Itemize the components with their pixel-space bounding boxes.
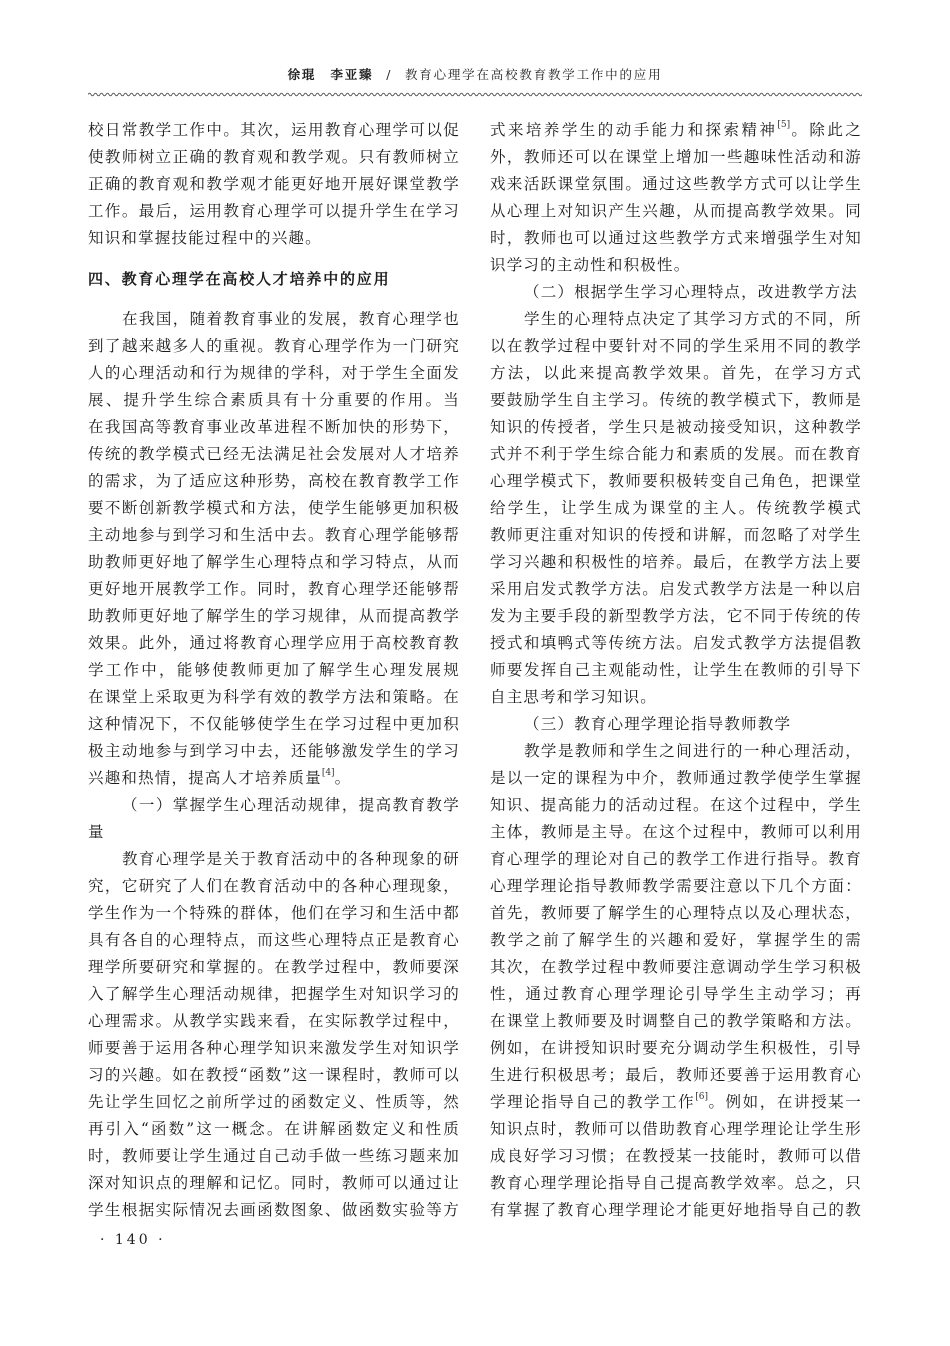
text-line: 助教师更好地了解学生心理特点和学习特点，从而 — [88, 553, 460, 571]
citation-ref: [5] — [777, 120, 791, 130]
text-line: 知识的传授者，学生只是被动接受知识，这种教学 — [490, 418, 862, 436]
text-line: 给学生，让学生成为课堂的主人。传统教学模式 — [490, 499, 862, 517]
paragraph — [490, 738, 862, 1224]
text-line: 学生作为一个特殊的群体，他们在学习和生活中都 — [88, 904, 460, 922]
text-line: 量 — [88, 823, 105, 841]
text-line: 的需求，为了适应这种形势，高校在教育教学工作 — [88, 472, 460, 490]
text-line: 性，通过教育心理学理论引导学生主动学习；再 — [490, 985, 862, 1003]
paragraph — [88, 117, 460, 252]
text-line: 识学习的主动性和积极性。 — [490, 256, 691, 274]
text-line: 首先，教师要了解学生的心理特点以及心理状态， — [490, 904, 862, 922]
text-line: 式并不利于学生综合能力和素质的发展。而在教育 — [490, 445, 862, 463]
text-run: 。除此之 — [790, 121, 862, 139]
text-run: 。例如，在讲授某一 — [708, 1093, 862, 1111]
text-line: 更好地开展教学工作。同时，教育心理学还能够帮 — [88, 580, 460, 598]
running-head-authors: 徐琨 李亚臻 — [287, 67, 374, 82]
text-line: 正确的教育观和教学观才能更好地开展好课堂教学 — [88, 175, 460, 193]
text-line: 工作。最后，运用教育心理学可以提升学生在学习 — [88, 202, 460, 220]
text-line: 从心理上对知识产生兴趣，从而提高教学效果。同 — [490, 202, 862, 220]
text-line: 是以一定的课程为中介，教师通过教学使学生掌握 — [490, 769, 862, 787]
text-line: 主动地参与到学习和生活中去。教育心理学能够帮 — [88, 526, 460, 544]
text-line: （三）教育心理学理论指导教师教学 — [524, 715, 792, 733]
text-line: 在我国高等教育事业改革进程不断加快的形势下， — [88, 418, 460, 436]
running-head-separator: / — [386, 67, 393, 82]
text-line: 理学所要研究和掌握的。在教学过程中，教师要深 — [88, 958, 460, 976]
text-line — [490, 117, 862, 144]
text-line: 时，教师也可以通过这些教学方式来增强学生对知 — [490, 229, 862, 247]
text-line: 发为主要手段的新型教学方法，它不同于传统的传 — [490, 607, 862, 625]
text-line: 知识点时，教师可以借助教育心理学理论让学生形 — [490, 1120, 862, 1138]
subsection-heading — [490, 279, 862, 306]
text-line — [88, 765, 460, 792]
text-run: 式来培养学生的动手能力和探索精神 — [490, 121, 778, 139]
text-line: 生进行积极思考；最后，教师还要善于运用教育心 — [490, 1066, 862, 1084]
section-heading — [88, 252, 460, 306]
citation-ref: [6] — [695, 1092, 709, 1102]
text-line: 心理学理论指导教师教学需要注意以下几个方面： — [490, 877, 862, 895]
text-line: 其次，在教学过程中教师要注意调动学生学习积极 — [490, 958, 862, 976]
header-wavy-rule — [88, 90, 862, 99]
text-line: 助教师更好地了解学生的学习规律，从而提高教学 — [88, 607, 460, 625]
text-line: 学工作中，能够使教师更加了解学生心理发展规 — [88, 661, 460, 679]
text-line: 教育心理学是关于教育活动中的各种现象的研 — [122, 850, 460, 868]
text-line — [490, 1089, 862, 1116]
text-line: 心理需求。从教学实践来看，在实际教学过程中， — [88, 1012, 460, 1030]
paragraph — [88, 846, 460, 1224]
text-line: 教学之前了解学生的兴趣和爱好，掌握学生的需 — [490, 931, 862, 949]
subsection-heading — [490, 711, 862, 738]
text-line: 具有各自的心理特点，而这些心理特点正是教育心 — [88, 931, 460, 949]
text-line: 外，教师还可以在课堂上增加一些趣味性活动和游 — [490, 148, 862, 166]
text-line: 方法，以此来提高教学效果。首先，在学习方式 — [490, 364, 862, 382]
paragraph — [88, 306, 460, 792]
text-line: 育心理学的理论对自己的教学工作进行指导。教育 — [490, 850, 862, 868]
text-line: 先让学生回忆之前所学过的函数定义、性质等，然 — [88, 1093, 460, 1111]
text-line: 学生根据实际情况去画函数图象、做函数实验等方 — [88, 1201, 460, 1219]
text-run: 学理论指导自己的教学工作 — [490, 1093, 696, 1111]
right-column — [490, 117, 862, 1224]
text-line: （一）掌握学生心理活动规律，提高教育教学 — [122, 796, 460, 814]
text-line: 在课堂上采取更为科学有效的教学方法和策略。在 — [88, 688, 460, 706]
text-line: 授式和填鸭式等传统方法。启发式教学方法提倡教 — [490, 634, 862, 652]
text-line: 展、提升学生综合素质具有十分重要的作用。当 — [88, 391, 460, 409]
text-line: 到了越来越多人的重视。教育心理学作为一门研究 — [88, 337, 460, 355]
paragraph — [490, 306, 862, 711]
text-line: 主体，教师是主导。在这个过程中，教师可以利用 — [490, 823, 862, 841]
text-line: 使教师树立正确的教育观和教学观。只有教师树立 — [88, 148, 460, 166]
page-number: · 140 · — [100, 1232, 166, 1248]
text-line: 知识和掌握技能过程中的兴趣。 — [88, 229, 322, 247]
text-line: 教育心理学理论指导自己提高教学效率。总之，只 — [490, 1174, 862, 1192]
citation-ref: [4] — [321, 768, 335, 778]
text-line: 心理学模式下，教师要积极转变自己角色，把课堂 — [490, 472, 862, 490]
text-line: 知识、提高能力的活动过程。在这个过程中，学生 — [490, 796, 862, 814]
text-line: 极主动地参与到学习中去，还能够激发学生的学习 — [88, 742, 460, 760]
text-line: 戏来活跃课堂氛围。通过这些教学方式可以让学生 — [490, 175, 862, 193]
text-run: 。 — [334, 769, 352, 787]
text-line: 学习兴趣和积极性的培养。最后，在教学方法上要 — [490, 553, 862, 571]
running-head-title: 教育心理学在高校教育教学工作中的应用 — [404, 67, 663, 82]
text-line: 自主思考和学习知识。 — [490, 688, 658, 706]
text-line: 师要善于运用各种心理学知识来激发学生对知识学 — [88, 1039, 460, 1057]
text-run: 兴趣和热情，提高人才培养质量 — [88, 769, 322, 787]
text-line: 人的心理活动和行为规律的学科，对于学生全面发 — [88, 364, 460, 382]
text-line: 要鼓励学生自主学习。传统的教学模式下，教师是 — [490, 391, 862, 409]
text-line: （二）根据学生学习心理特点，改进教学方法 — [524, 283, 859, 301]
text-line: 例如，在讲授知识时要充分调动学生积极性，引导 — [490, 1039, 862, 1057]
text-line: 成良好学习习惯；在教授某一技能时，教师可以借 — [490, 1147, 862, 1165]
text-line: 再引入“函数”这一概念。在讲解函数定义和性质 — [88, 1120, 460, 1138]
text-line: 有掌握了教育心理学理论才能更好地指导自己的教 — [490, 1201, 862, 1219]
text-line: 四、教育心理学在高校人才培养中的应用 — [88, 270, 391, 288]
text-line: 校日常教学工作中。其次，运用教育心理学可以促 — [88, 121, 460, 139]
text-line: 在我国，随着教育事业的发展，教育心理学也 — [122, 310, 460, 328]
paragraph — [490, 117, 862, 279]
text-line: 效果。此外，通过将教育心理学应用于高校教育教 — [88, 634, 460, 652]
text-line: 师要发挥自己主观能动性，让学生在教师的引导下 — [490, 661, 862, 679]
text-line: 入了解学生心理活动规律，把握学生对知识学习的 — [88, 985, 460, 1003]
left-column — [88, 117, 460, 1224]
text-line: 教学是教师和学生之间进行的一种心理活动， — [524, 742, 862, 760]
text-line: 采用启发式教学方法。启发式教学方法是一种以启 — [490, 580, 862, 598]
wavy-rule-line — [88, 93, 862, 96]
running-head — [0, 64, 950, 86]
text-line: 究，它研究了人们在教育活动中的各种心理现象， — [88, 877, 460, 895]
text-line: 在课堂上教师要及时调整自己的教学策略和方法。 — [490, 1012, 862, 1030]
text-line: 这种情况下，不仅能够使学生在学习过程中更加积 — [88, 715, 460, 733]
text-line: 时，教师要让学生通过自己动手做一些练习题来加 — [88, 1147, 460, 1165]
text-line: 要不断创新教学模式和方法，使学生能够更加积极 — [88, 499, 460, 517]
subsection-heading — [88, 792, 460, 846]
text-line: 教师更注重对知识的传授和讲解，而忽略了对学生 — [490, 526, 862, 544]
text-line: 传统的教学模式已经无法满足社会发展对人才培养 — [88, 445, 460, 463]
text-line: 深对知识点的理解和记忆。同时，教师可以通过让 — [88, 1174, 460, 1192]
text-line: 学生的心理特点决定了其学习方式的不同，所 — [524, 310, 862, 328]
text-line: 习的兴趣。如在教授“函数”这一课程时，教师可以 — [88, 1066, 460, 1084]
text-line: 以在教学过程中要针对不同的学生采用不同的教学 — [490, 337, 862, 355]
